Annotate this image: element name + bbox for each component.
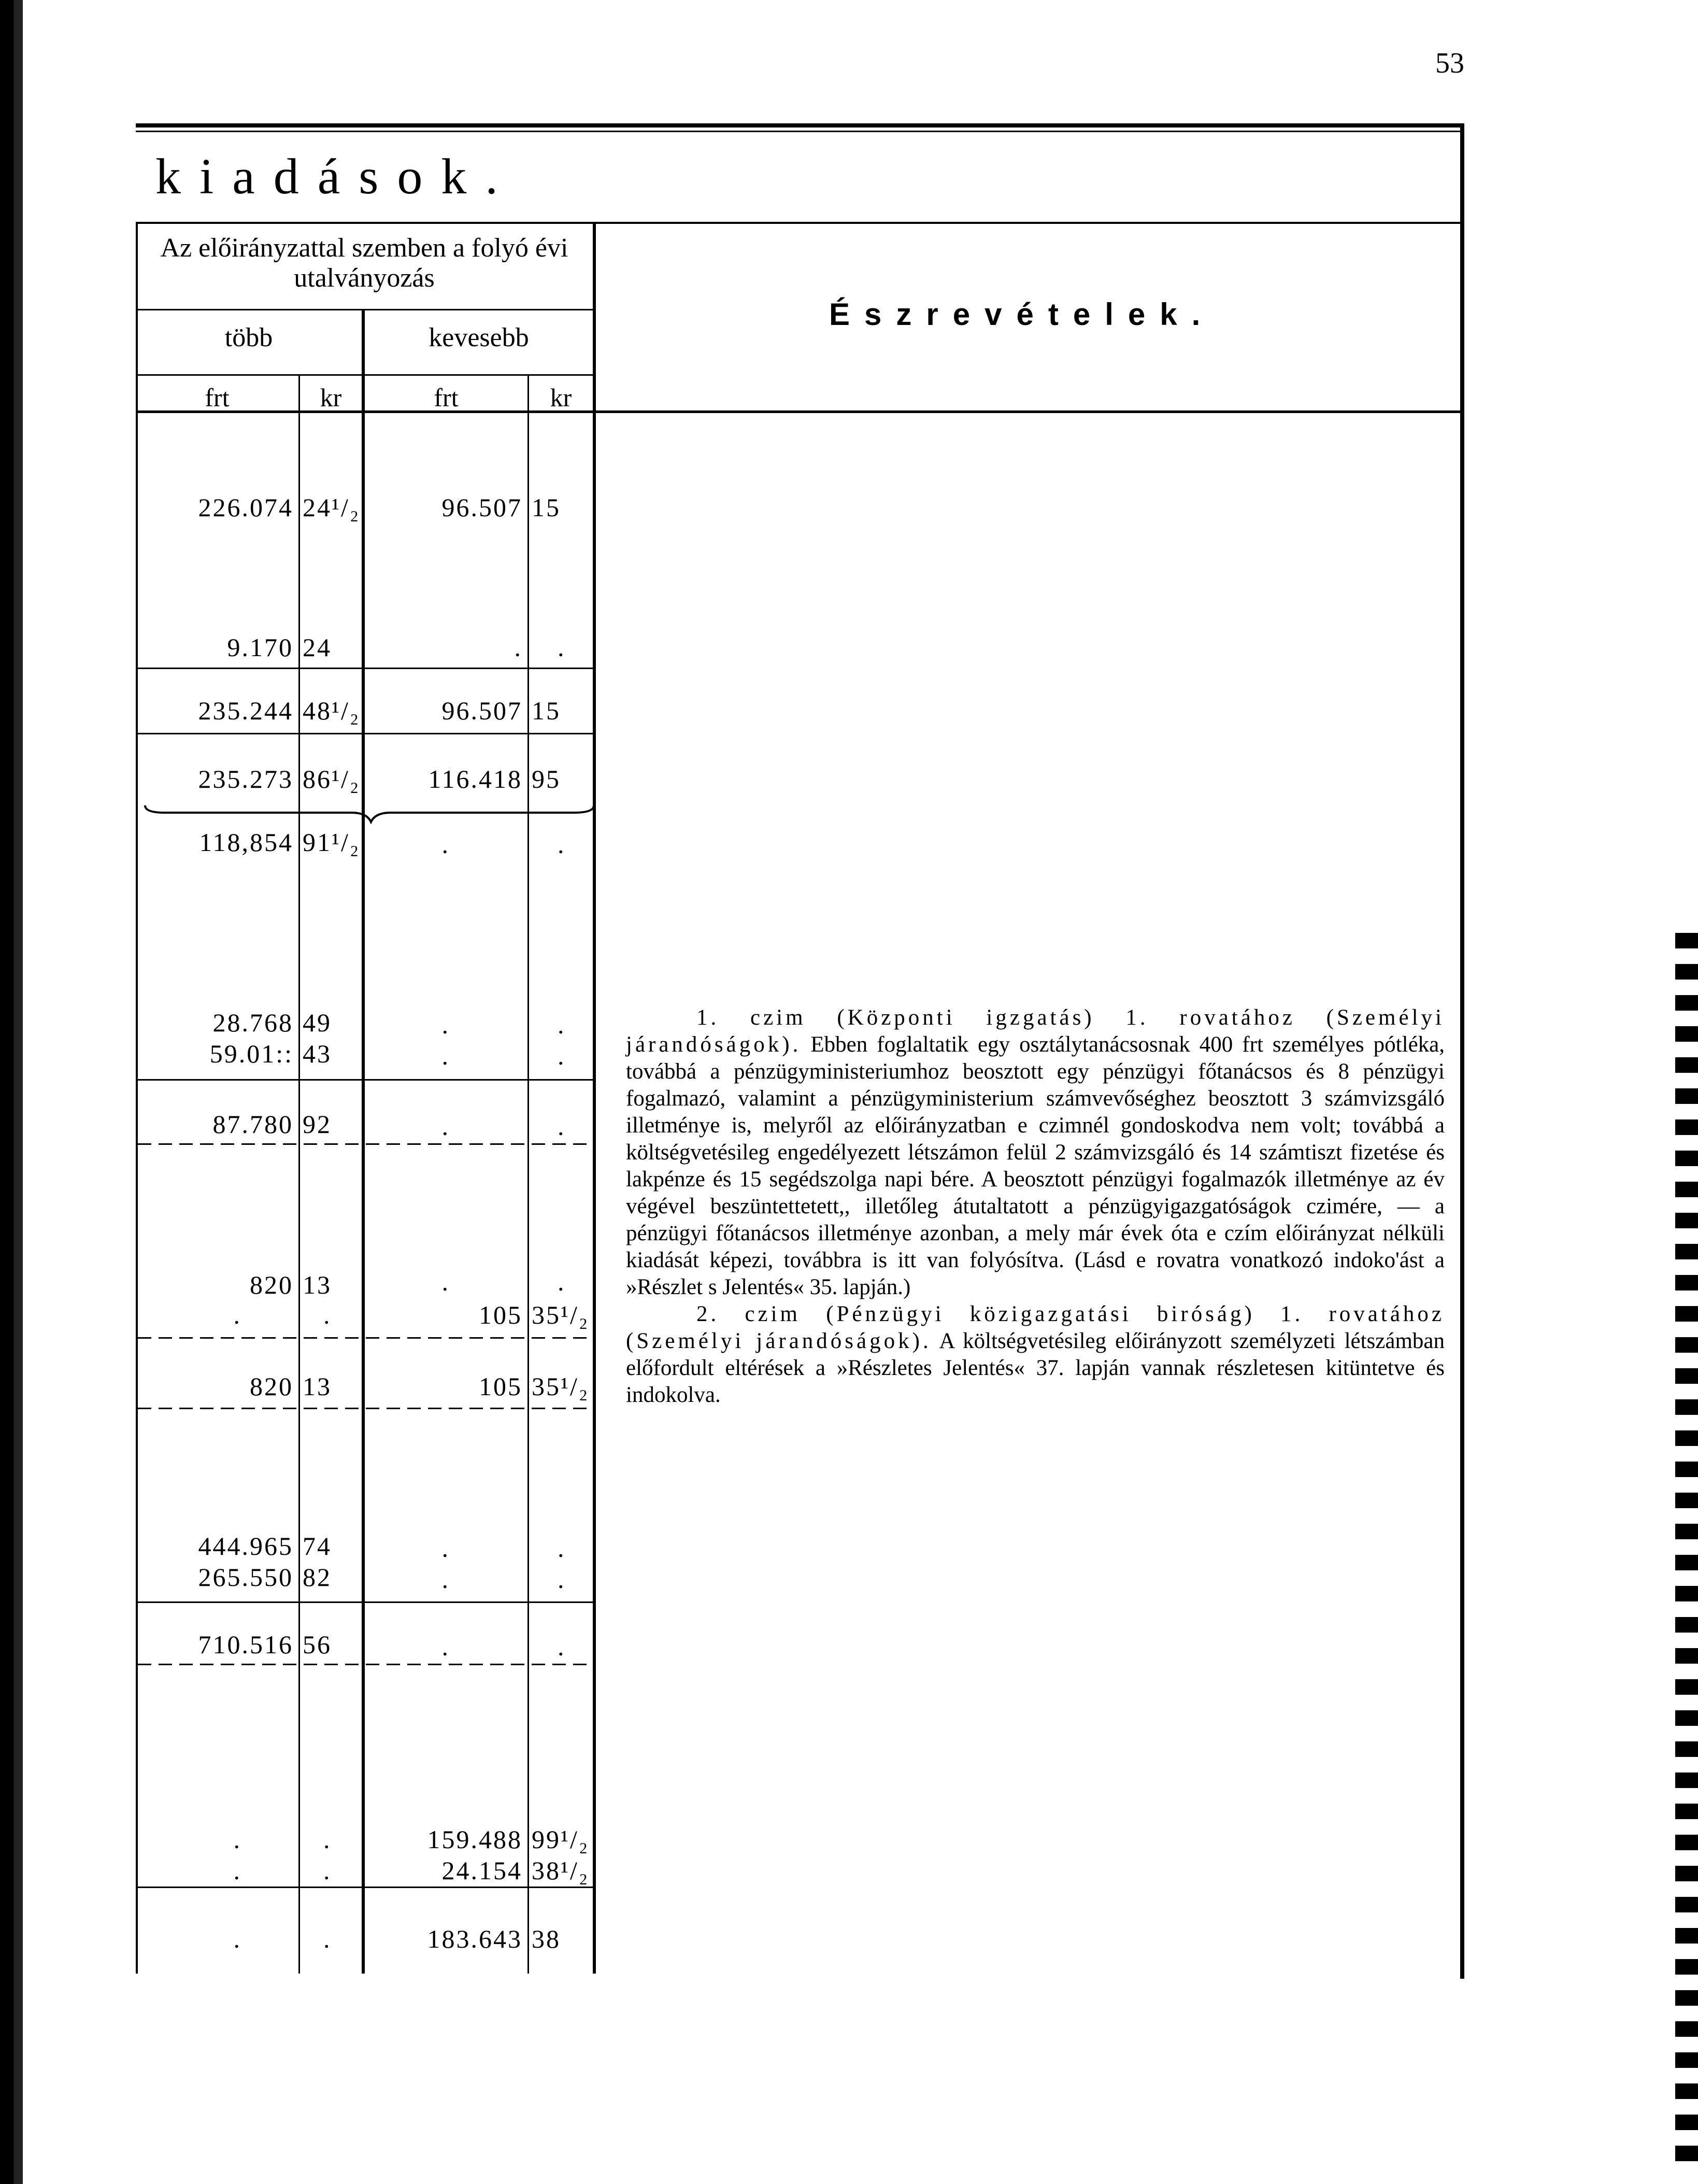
less-frt: . [514, 633, 522, 662]
less-frt: . [441, 1010, 450, 1039]
dashed-rule [138, 1664, 593, 1665]
more-kr: . [323, 1825, 332, 1854]
remarks-text [626, 1004, 1445, 1409]
less-kr: 38¹/₂ [532, 1856, 590, 1885]
less-kr: 15 [532, 696, 561, 725]
more-frt-unit: frt [205, 383, 230, 412]
less-kr: 99¹/₂ [532, 1825, 590, 1854]
less-kr: . [558, 1010, 566, 1039]
page-number: 53 [1435, 47, 1464, 79]
remark-paragraph [626, 1301, 1445, 1409]
remark-body: Ebben foglaltatik egy osztálytanácsosnak 400 frt személyes pótléka, továbbá a pénzügyministeriumhoz beosztott egy pénzügyi főtanácsos és 8 pénzügyi fogalmazó, valamint a pénzügyministerium számvevőséghez beosztott 3 számvizsgáló illetménye is, melyről az előirányzatban e czimnél gondoskodva nem volt; továbbá a költségvetésileg engedélyezett létszámon felül 2 számvizsgáló és 14 számtiszt fizetése és lakpénze és 15 segédszolga napi bére. A beosztott pénzügyi fogalmazók illetménye az év végével beszüntettetett,, illetőleg átutaltatott a pénzügyigazgatóságok czimére, — a pénzügyi főtanácsos illetménye azonban, a mely már évek óta e czím előirányzat nélküli kiadását képezi, továbbra is itt van folyósítva. (Lásd e rovatra vonatkozó indoko'ást a »Részlet s Jelentés« 35. lapján.) [626, 1032, 1445, 1299]
more-frt: 28.768 [212, 1008, 293, 1037]
more-kr: 24 [303, 633, 332, 662]
sum-rule [138, 1887, 593, 1888]
more-frt: 235.244 [198, 696, 293, 725]
more-frt: 820 [250, 1372, 293, 1401]
less-kr: 15 [532, 493, 561, 522]
more-kr: 82 [303, 1563, 332, 1592]
col-line-more-kr [298, 374, 300, 1974]
top-rule-thick [136, 123, 1462, 127]
more-kr: . [323, 1924, 332, 1953]
less-kr: 95 [532, 764, 561, 793]
more-frt: 87.780 [212, 1110, 293, 1139]
more-kr: 92 [303, 1110, 332, 1139]
remark-body: A költségvetésileg előirányzott személyzeti létszámban előfordult eltérések a »Részletes Jelentés« 37. lapján vannak részletesen kitüntetve és indokolva. [626, 1329, 1445, 1407]
more-kr: 86¹/₂ [303, 764, 361, 793]
page-heading: kiadások. [155, 149, 517, 205]
col-line-right [1460, 123, 1464, 1979]
more-frt: . [233, 1300, 241, 1329]
less-kr: . [558, 830, 566, 859]
less-frt: 24.154 [441, 1856, 522, 1885]
more-frt: 265.550 [198, 1563, 293, 1592]
more-frt: 118,854 [199, 828, 293, 857]
more-frt: 9.170 [227, 633, 293, 662]
less-kr: . [558, 1041, 566, 1070]
remarks-title: Észrevételek. [829, 297, 1215, 332]
top-rule-thin [136, 131, 1462, 132]
less-frt: 96.507 [441, 493, 522, 522]
dashed-rule [138, 1143, 593, 1145]
remark-lead: 1. czim (Központi igzgatás) 1. rovatához (Személyi járandóságok). [626, 1005, 1445, 1057]
sum-rule [138, 1601, 593, 1603]
less-frt: . [441, 1534, 450, 1563]
more-frt: . [233, 1924, 241, 1953]
less-frt: 183.643 [427, 1924, 522, 1953]
more-frt: 226.074 [198, 493, 293, 522]
less-kr-unit: kr [550, 383, 572, 412]
less-kr: 38 [532, 1924, 561, 1953]
more-kr: 13 [303, 1270, 332, 1299]
less-kr: . [558, 1534, 566, 1563]
less-frt: 96.507 [441, 696, 522, 725]
col-line-middle [362, 309, 365, 1974]
more-kr-unit: kr [320, 383, 342, 412]
col-line-remarks [593, 222, 596, 1974]
less-frt-unit: frt [434, 383, 459, 412]
less-frt: 116.418 [428, 764, 522, 793]
dashed-rule [138, 1408, 593, 1409]
less-kr: . [558, 1565, 566, 1594]
more-label: több [224, 323, 273, 352]
sum-rule [138, 1079, 593, 1081]
col-line-left [136, 222, 138, 1974]
more-frt: 710.516 [198, 1630, 293, 1659]
less-kr: . [558, 1632, 566, 1661]
less-kr: 35¹/₂ [532, 1300, 590, 1329]
more-kr: 43 [303, 1039, 332, 1068]
more-kr: . [323, 1300, 332, 1329]
less-frt: . [441, 830, 450, 859]
more-kr: 56 [303, 1630, 332, 1659]
less-label: kevesebb [429, 323, 529, 352]
more-frt: . [233, 1825, 241, 1854]
less-frt: . [441, 1632, 450, 1661]
sum-rule [138, 668, 593, 669]
less-kr: 35¹/₂ [532, 1372, 590, 1401]
more-frt: 235.273 [198, 764, 293, 793]
more-frt: 820 [250, 1270, 293, 1299]
less-frt: 105 [479, 1300, 522, 1329]
remark-paragraph [626, 1004, 1445, 1301]
less-kr: . [558, 1112, 566, 1141]
less-frt: . [441, 1267, 450, 1296]
less-kr: . [558, 1267, 566, 1296]
less-frt: . [441, 1041, 450, 1070]
header-top-rule [136, 222, 1462, 224]
group-header: Az előirányzattal szemben a folyó évi utalványozás [160, 233, 568, 293]
more-kr: 91¹/₂ [303, 828, 361, 857]
remark-lead: 2. czim (Pénzügyi közigazgatási biróság) 1. rovatához (Személyi járandóságok). [626, 1302, 1445, 1353]
dashed-rule [138, 1337, 593, 1339]
more-kr: 13 [303, 1372, 332, 1401]
more-frt: 444.965 [198, 1531, 293, 1561]
more-frt: . [233, 1856, 241, 1885]
less-frt: 159.488 [427, 1825, 522, 1854]
scan-edge-left [0, 0, 23, 2184]
difference-brace [144, 803, 595, 824]
less-kr: . [558, 633, 566, 662]
more-kr: 24¹/₂ [303, 493, 361, 522]
more-kr: . [323, 1856, 332, 1885]
sum-rule [138, 733, 593, 734]
more-kr: 48¹/₂ [303, 696, 361, 725]
more-kr: 49 [303, 1008, 332, 1037]
col-line-less-kr [527, 374, 529, 1974]
less-frt: . [441, 1565, 450, 1594]
less-frt: . [441, 1112, 450, 1141]
more-kr: 74 [303, 1531, 332, 1561]
scan-edge-right [1675, 933, 1698, 2177]
less-frt: 105 [479, 1372, 522, 1401]
more-frt: 59.01:: [209, 1039, 293, 1068]
